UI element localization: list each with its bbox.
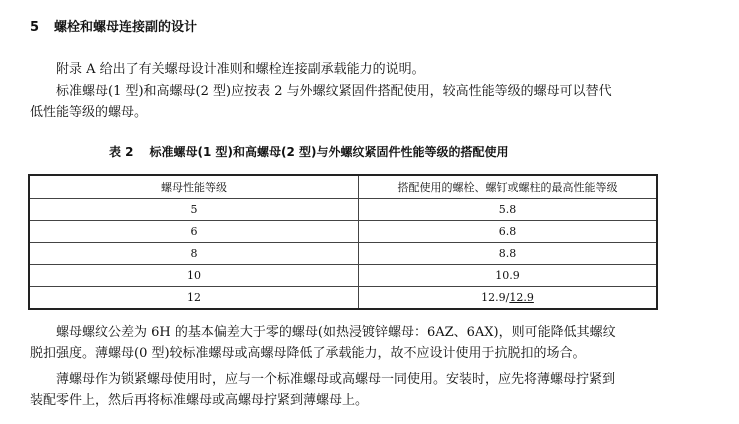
cell-nut-grade: 8: [29, 243, 359, 265]
table-number: 表 2: [109, 145, 134, 159]
cell-bolt-grade: 10.9: [359, 265, 658, 287]
cell-nut-grade: 5: [29, 199, 359, 221]
grade-matching-table: [28, 174, 658, 310]
section-number: 5: [30, 20, 40, 35]
table-row: [29, 221, 657, 243]
paragraph-line: 标准螺母(1 型)和高螺母(2 型)应按表 2 与外螺纹紧固件搭配使用，较高性能等级的螺母可以替代: [56, 84, 612, 99]
grade-value: 12.9: [481, 291, 506, 304]
grade-value-underlined: 12.9: [509, 291, 534, 304]
table-row: [29, 243, 657, 265]
paragraph-thread-tolerance: [30, 322, 616, 364]
header-nut-grade: 螺母性能等级: [29, 175, 359, 199]
table-header-row: [29, 175, 657, 199]
cell-bolt-grade: [359, 287, 658, 310]
header-bolt-grade: 搭配使用的螺栓、螺钉或螺柱的最高性能等级: [359, 175, 658, 199]
cell-bolt-grade: 6.8: [359, 221, 658, 243]
table-caption: [109, 143, 509, 160]
paragraph-line: 薄螺母作为锁紧螺母使用时，应与一个标准螺母或高螺母一同使用。安装时，应先将薄螺母拧紧到: [56, 372, 616, 387]
table-title: 标准螺母(1 型)和高螺母(2 型)与外螺纹紧固件性能等级的搭配使用: [149, 145, 509, 159]
paragraph-line: 低性能等级的螺母。: [30, 105, 148, 120]
paragraph-line: 装配零件上，然后再将标准螺母或高螺母拧紧到薄螺母上。: [30, 393, 369, 408]
section-title: 螺栓和螺母连接副的设计: [54, 20, 198, 35]
table-row: [29, 199, 657, 221]
table-row: [29, 265, 657, 287]
cell-bolt-grade: 5.8: [359, 199, 658, 221]
section-heading: [30, 16, 197, 35]
paragraph-appendix-ref: 附录 A 给出了有关螺母设计准则和螺栓连接副承载能力的说明。: [56, 62, 425, 77]
cell-nut-grade: 12: [29, 287, 359, 310]
cell-nut-grade: 10: [29, 265, 359, 287]
paragraph-lock-nut: [30, 369, 615, 411]
grade-separator: /: [505, 291, 510, 304]
paragraph-nut-matching: [30, 81, 612, 123]
paragraph-line: 螺母螺纹公差为 6H 的基本偏差大于零的螺母(如热浸镀锌螺母：6AZ、6AX)，则可能降低其螺纹: [56, 325, 616, 340]
paragraph-line: 脱扣强度。薄螺母(0 型)较标准螺母或高螺母降低了承载能力，故不应设计使用于抗脱扣的场合。: [30, 346, 586, 361]
table-row: [29, 287, 657, 310]
cell-nut-grade: 6: [29, 221, 359, 243]
cell-bolt-grade: 8.8: [359, 243, 658, 265]
